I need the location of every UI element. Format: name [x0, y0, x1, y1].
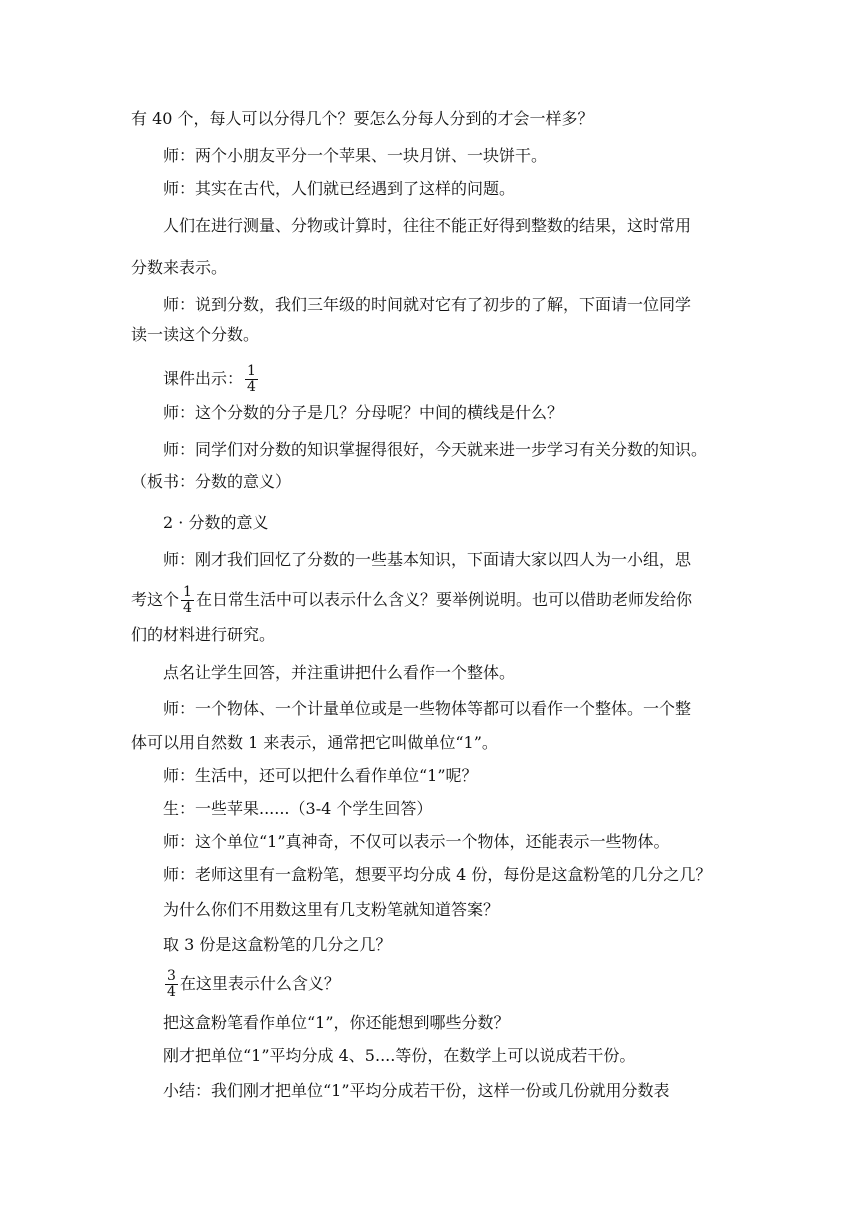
fraction-one-quarter: [245, 364, 258, 395]
text-line: 们的材料进行研究。: [131, 625, 276, 644]
text-line: 师：刚才我们回忆了分数的一些基本知识，下面请大家以四人为一小组，思: [163, 550, 692, 569]
text-fragment: 在这里表示什么含义？: [179, 974, 340, 993]
text-line: 师：一个物体、一个计量单位或是一些物体等都可以看作一个整体。一个整: [163, 699, 692, 718]
text-line: 师：其实在古代，人们就已经遇到了这样的问题。: [163, 179, 516, 198]
text-line: 师：两个小朋友平分一个苹果、一块月饼、一块饼干。: [163, 146, 548, 165]
fraction-three-quarters: [165, 969, 178, 1000]
text-line: [163, 363, 260, 395]
fraction-one-quarter: [181, 585, 194, 616]
fraction-denominator: 4: [247, 379, 256, 395]
text-line: 师：同学们对分数的知识掌握得很好，今天就来进一步学习有关分数的知识。: [163, 440, 708, 459]
fraction-numerator: 3: [167, 968, 176, 984]
text-line: 点名让学生回答，并注重讲把什么看作一个整体。: [163, 663, 516, 682]
text-line: 小结：我们刚才把单位“1”平均分成若干份，这样一份或几份就用分数表: [163, 1081, 670, 1100]
text-line: 把这盒粉笔看作单位“1”，你还能想到哪些分数？: [163, 1013, 510, 1032]
section-heading: 2 · 分数的意义: [163, 513, 269, 532]
text-fragment: 在日常生活中可以表示什么含义？要举例说明。也可以借助老师发给你: [195, 590, 692, 609]
text-line: 师：说到分数，我们三年级的时间就对它有了初步的了解，下面请一位同学: [163, 295, 692, 314]
text-fragment: 考这个: [131, 590, 180, 609]
text-line: 师：这个单位“1”真神奇，不仅可以表示一个物体，还能表示一些物体。: [163, 832, 670, 851]
text-line: 体可以用自然数 1 来表示，通常把它叫做单位“1”。: [131, 733, 498, 752]
fraction-numerator: 1: [247, 363, 256, 379]
text-line: 刚才把单位“1”平均分成 4、5....等份，在数学上可以说成若干份。: [163, 1046, 636, 1065]
text-line: [163, 968, 340, 1000]
text-line: 分数来表示。: [131, 258, 228, 277]
text-line: 取 3 份是这盒粉笔的几分之几？: [163, 935, 392, 954]
text-line: （板书：分数的意义）: [131, 472, 292, 491]
text-line: 师：生活中，还可以把什么看作单位“1”呢？: [163, 766, 478, 785]
text-line: [131, 584, 692, 616]
text-line: 师：老师这里有一盒粉笔，想要平均分成 4 份，每份是这盒粉笔的几分之几？: [163, 865, 712, 884]
fraction-denominator: 4: [183, 600, 192, 616]
text-line: 读一读这个分数。: [131, 325, 260, 344]
courseware-label: 课件出示：: [163, 369, 244, 388]
fraction-denominator: 4: [167, 984, 176, 1000]
text-line: 生：一些苹果......（3-4 个学生回答）: [163, 799, 433, 818]
text-line: 师：这个分数的分子是几？分母呢？中间的横线是什么？: [163, 403, 564, 422]
fraction-numerator: 1: [183, 584, 192, 600]
text-line: 人们在进行测量、分物或计算时，往往不能正好得到整数的结果，这时常用: [163, 216, 692, 235]
text-line: 为什么你们不用数这里有几支粉笔就知道答案？: [163, 900, 500, 919]
text-line: 有 40 个，每人可以分得几个？要怎么分每人分到的才会一样多？: [131, 109, 594, 128]
